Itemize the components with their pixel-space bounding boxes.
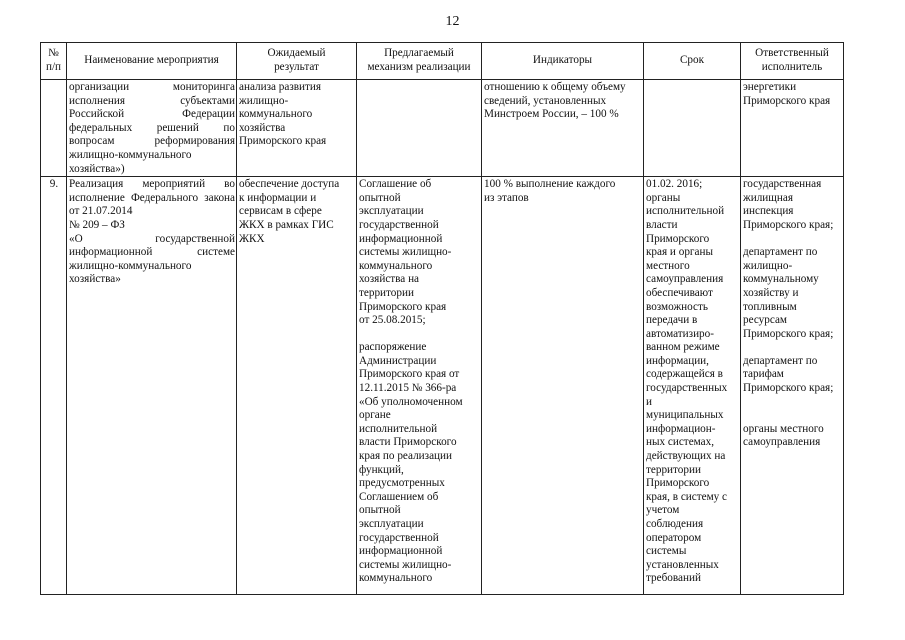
table-row (41, 80, 844, 177)
mechanism (357, 80, 482, 177)
measure-name: организации мониторинга исполнения субъектами Российской Федерации федеральных решений по вопросам реформирования жилищно-коммунального хозяйства») (67, 80, 237, 177)
expected-result: обеспечение доступа к информации и сервисам в сфере ЖКХ в рамках ГИС ЖКХ (237, 177, 357, 595)
header-indicators: Индикаторы (482, 43, 644, 80)
header-measure-name: Наименование мероприятия (67, 43, 237, 80)
row-number: 9. (41, 177, 67, 595)
measures-table (40, 42, 844, 595)
mechanism: Соглашение об опытной эксплуатации государственной информационной системы жилищно- коммунального хозяйства на территории Приморского края от 25.08.2015; распоряжение Администрации Приморского края от 12.11.2015 № 366-ра «Об уполномоченном органе исполнительной власти Приморского края по реализации функций, предусмотренных Соглашением об опытной эксплуатации государственной информационной системы жилищно- коммунального (359, 178, 463, 585)
measure-name: Реализация мероприятий во исполнение Федерального закона от 21.07.2014 № 209 – ФЗ «О государственной информационной системе жилищно-коммунального хозяйства» (67, 177, 237, 595)
expected-result: анализа развития жилищно- коммунального хозяйства Приморского края (237, 80, 357, 177)
indicators: 100 % выполнение каждого из этапов (482, 177, 644, 595)
term: 01.02. 2016; органы исполнительной власти Приморского края и органы местного самоуправления обеспечивают возможность передачи в автоматизиро- ванном режиме информации, содержащейся в государственных и муниципальных информацион- ных системах, действующих на территории Приморского края, в систему с учетом соблюдения оператором системы установленных требований (646, 178, 728, 585)
table-row (41, 177, 844, 595)
mechanism-cell (357, 177, 482, 595)
header-number: № п/п (41, 43, 67, 80)
executor: энергетики Приморского края (741, 80, 844, 177)
page-number: 12 (445, 14, 460, 29)
indicators: отношению к общему объему сведений, установленных Минстроем России, – 100 % (482, 80, 644, 177)
header-mechanism: Предлагаемый механизм реализации (357, 43, 482, 80)
row-number (41, 80, 67, 177)
executor: государственная жилищная инспекция Приморского края; департамент по жилищно- коммунальному хозяйству и топливным ресурсам Приморского края; департамент по тарифам Приморского края; органы местного самоуправления (741, 177, 844, 595)
term (644, 80, 741, 177)
term-cell (644, 177, 741, 595)
header-term: Срок (644, 43, 741, 80)
header-executor: Ответственный исполнитель (741, 43, 844, 80)
header-expected-result: Ожидаемый результат (237, 43, 357, 80)
table-header-row (41, 43, 844, 80)
